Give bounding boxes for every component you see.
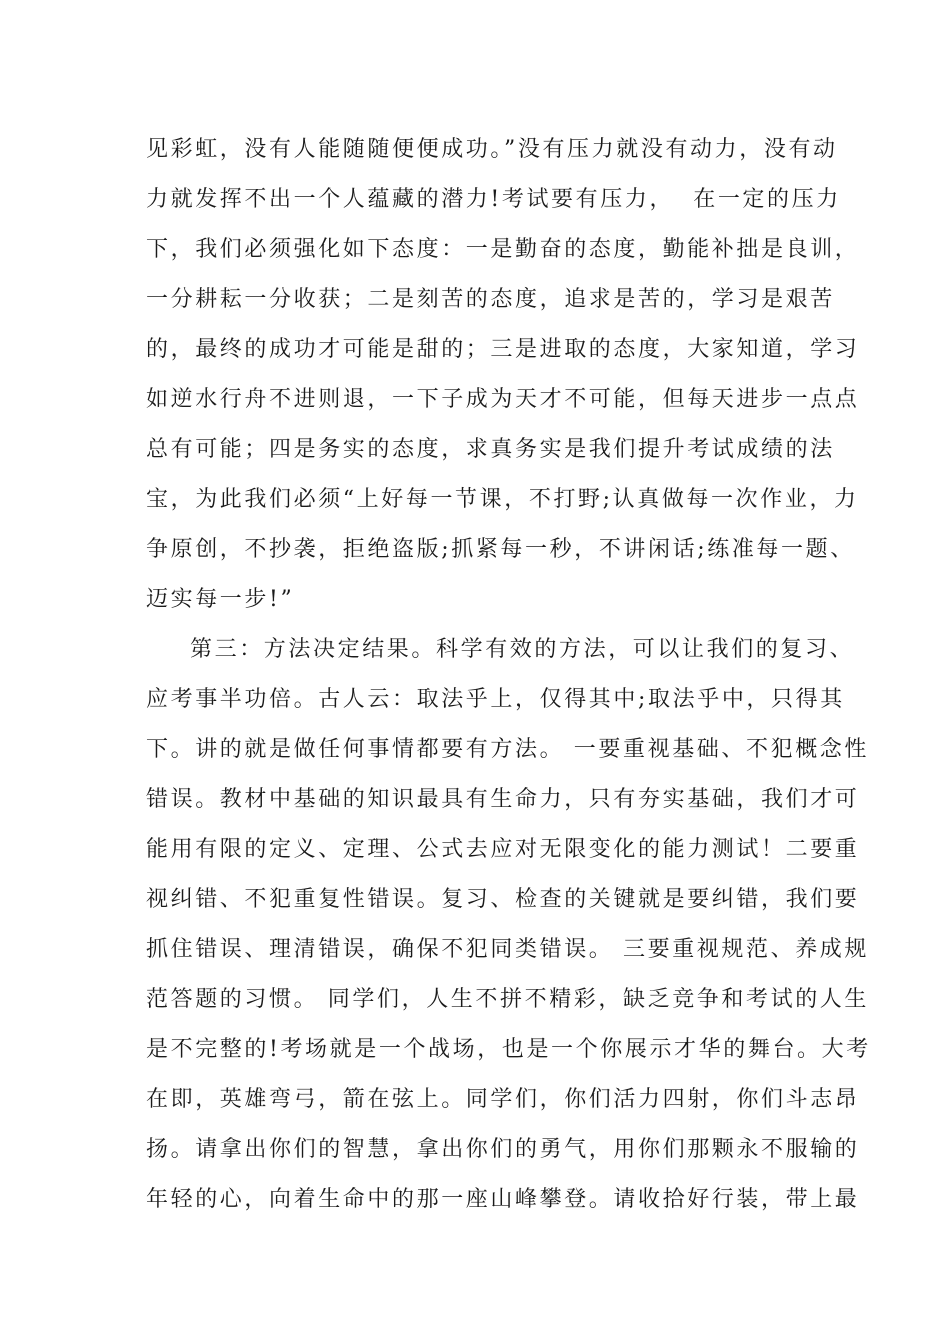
text-line-21: 扬。请拿出你们的智慧，拿出你们的勇气，用你们那颗永不服输的 xyxy=(146,1137,860,1162)
text-line-7: 总有可能；四是务实的态度，求真务实是我们提升考试成绩的法 xyxy=(146,437,835,462)
text-line-17: 抓住错误、理清错误，确保不犯同类错误。 三要重视规范、养成规 xyxy=(146,937,869,962)
text-line-4: 一分耕耘一分收获；二是刻苦的态度，追求是苦的，学习是艰苦 xyxy=(146,287,835,312)
paragraph-start-line: 第三：方法决定结果。科学有效的方法，可以让我们的复习、 xyxy=(190,637,855,662)
text-line-22: 年轻的心，向着生命中的那一座山峰攀登。请收拾好行装，带上最 xyxy=(146,1187,860,1212)
text-line-19: 是不完整的!考场就是一个战场，也是一个你展示才华的舞台。大考 xyxy=(146,1037,871,1062)
text-line-20: 在即，英雄弯弓，箭在弦上。同学们，你们活力四射，你们斗志昂 xyxy=(146,1087,860,1112)
text-line-10: 迈实每一步!” xyxy=(146,587,295,612)
text-line-3: 下，我们必须强化如下态度：一是勤奋的态度，勤能补拙是良训， xyxy=(146,237,860,262)
text-line-16: 视纠错、不犯重复性错误。复习、检查的关键就是要纠错，我们要 xyxy=(146,887,860,912)
text-line-1: 见彩虹，没有人能随随便便成功。”没有压力就没有动力，没有动 xyxy=(146,137,838,162)
text-line-18: 范答题的习惯。 同学们，人生不拼不精彩，缺乏竞争和考试的人生 xyxy=(146,987,869,1012)
text-line-5: 的，最终的成功才可能是甜的；三是进取的态度，大家知道，学习 xyxy=(146,337,860,362)
text-line-9: 争原创，不抄袭，拒绝盗版;抓紧每一秒，不讲闲话;练准每一题、 xyxy=(146,537,855,562)
text-line-6: 如逆水行舟不进则退，一下子成为天才不可能，但每天进步一点点 xyxy=(146,387,860,412)
text-line-2: 力就发挥不出一个人蕴藏的潜力!考试要有压力， 在一定的压力 xyxy=(146,187,841,212)
text-line-14: 错误。教材中基础的知识最具有生命力，只有夯实基础，我们才可 xyxy=(146,787,860,812)
text-line-15: 能用有限的定义、定理、公式去应对无限变化的能力测试！二要重 xyxy=(146,837,860,862)
text-line-12: 应考事半功倍。古人云：取法乎上，仅得其中;取法乎中，只得其 xyxy=(146,687,845,712)
text-line-13: 下。讲的就是做任何事情都要有方法。 一要重视基础、不犯概念性 xyxy=(146,737,869,762)
text-line-8: 宝，为此我们必须“上好每一节课，不打野;认真做每一次作业，力 xyxy=(146,487,859,512)
